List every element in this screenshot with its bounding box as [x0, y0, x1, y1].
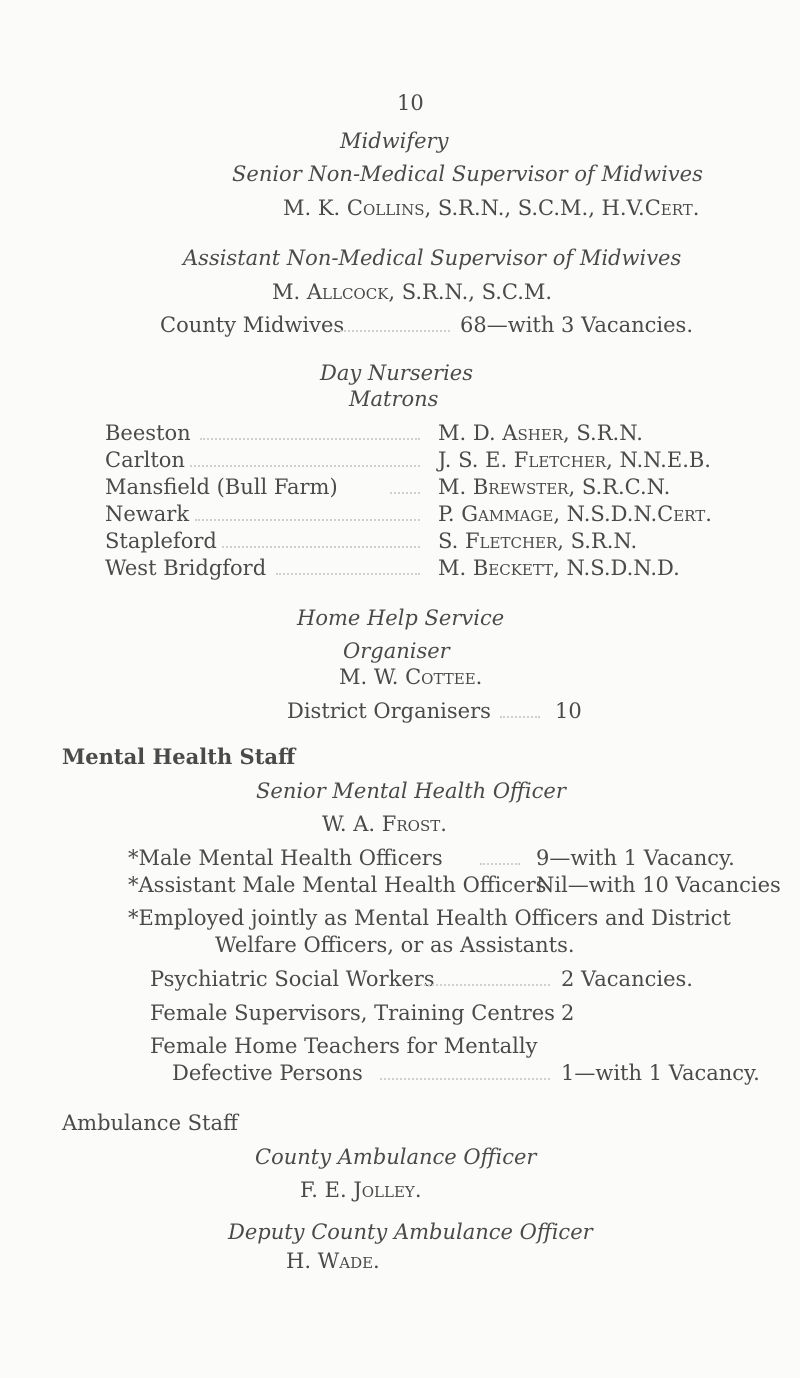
assistant-supervisor-name: M. Allcock, S.R.N., S.C.M. [272, 280, 553, 304]
district-organisers-value: 10 [555, 699, 582, 723]
leader-dots [190, 457, 420, 467]
page-number: 10 [397, 91, 424, 115]
female-supervisors-value: 2 [561, 1001, 575, 1025]
matrons-subheading: Matrons [349, 387, 439, 411]
deputy-ambulance-name: H. Wade. [286, 1249, 380, 1273]
female-home-teachers-line2: Defective Persons [172, 1061, 363, 1085]
footnote-line2: Welfare Officers, or as Assistants. [215, 933, 575, 957]
female-home-teachers-value: 1—with 1 Vacancy. [561, 1061, 760, 1085]
leader-dots [276, 565, 420, 575]
nursery-matron: M. D. Asher, S.R.N. [438, 421, 643, 445]
leader-dots [420, 976, 550, 986]
female-supervisors-label: Female Supervisors, Training Centres [150, 1001, 555, 1025]
leader-dots [340, 322, 450, 332]
psw-label: Psychiatric Social Workers [150, 967, 435, 991]
district-organisers-label: District Organisers [287, 699, 491, 723]
leader-dots [390, 484, 420, 494]
senior-mho-name: W. A. Frost. [322, 812, 447, 836]
male-mho-label: *Male Mental Health Officers [128, 846, 443, 870]
footnote-line1: *Employed jointly as Mental Health Officers and District [128, 906, 731, 930]
assistant-mho-label: *Assistant Male Mental Health Officers [128, 873, 547, 897]
female-home-teachers-line1: Female Home Teachers for Mentally [150, 1034, 538, 1058]
nursery-place: Beeston [105, 421, 191, 445]
midwifery-heading: Midwifery [340, 129, 449, 153]
leader-dots [500, 708, 540, 718]
leader-dots [195, 511, 420, 521]
leader-dots [480, 855, 520, 865]
leader-dots [200, 430, 420, 440]
leader-dots [222, 538, 420, 548]
organiser-title: Organiser [343, 639, 450, 663]
assistant-mho-value: Nil—with 10 Vacancies [536, 873, 781, 897]
nursery-place: Mansfield (Bull Farm) [105, 475, 338, 499]
deputy-ambulance-title: Deputy County Ambulance Officer [228, 1220, 593, 1244]
senior-supervisor-name: M. K. Collins, S.R.N., S.C.M., H.V.Cert. [283, 196, 700, 220]
nursery-place: Carlton [105, 448, 185, 472]
nursery-matron: P. Gammage, N.S.D.N.Cert. [438, 502, 712, 526]
mental-health-heading: Mental Health Staff [62, 744, 296, 769]
senior-supervisor-title: Senior Non-Medical Supervisor of Midwives [232, 162, 703, 186]
ambulance-heading: Ambulance Staff [62, 1111, 238, 1135]
county-ambulance-title: County Ambulance Officer [255, 1145, 537, 1169]
organiser-name: M. W. Cottee. [339, 665, 483, 689]
nursery-place: West Bridgford [105, 556, 267, 580]
assistant-supervisor-title: Assistant Non-Medical Supervisor of Midwives [183, 246, 682, 270]
nursery-matron: S. Fletcher, S.R.N. [438, 529, 638, 553]
leader-dots [380, 1070, 550, 1080]
nursery-place: Stapleford [105, 529, 217, 553]
county-midwives-label: County Midwives [160, 313, 345, 337]
nursery-matron: M. Beckett, N.S.D.N.D. [438, 556, 680, 580]
nursery-place: Newark [105, 502, 190, 526]
nursery-matron: M. Brewster, S.R.C.N. [438, 475, 671, 499]
male-mho-value: 9—with 1 Vacancy. [536, 846, 735, 870]
nursery-matron: J. S. E. Fletcher, N.N.E.B. [438, 448, 711, 472]
day-nurseries-heading: Day Nurseries [320, 361, 473, 385]
county-ambulance-name: F. E. Jolley. [300, 1178, 422, 1202]
senior-mho-title: Senior Mental Health Officer [256, 779, 566, 803]
county-midwives-value: 68—with 3 Vacancies. [460, 313, 694, 337]
psw-value: 2 Vacancies. [561, 967, 693, 991]
home-help-heading: Home Help Service [297, 606, 505, 630]
